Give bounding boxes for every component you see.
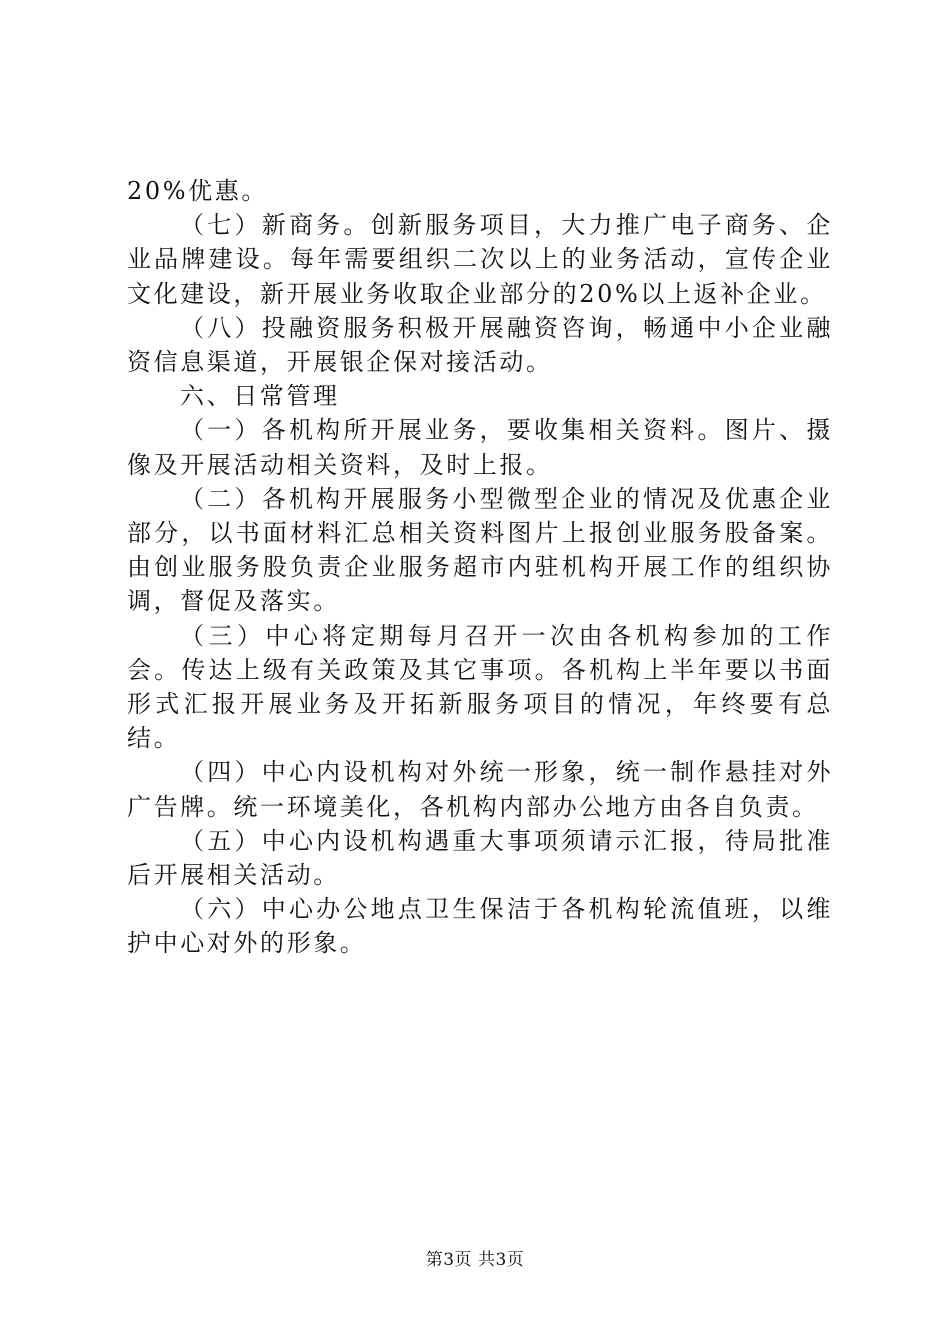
paragraph-item-6: （六）中心办公地点卫生保洁于各机构轮流值班，以维护中心对外的形象。 <box>127 895 833 958</box>
document-body <box>127 174 833 961</box>
paragraph-investment-financing: （八）投融资服务积极开展融资咨询，畅通中小企业融资信息渠道，开展银企保对接活动。 <box>127 313 833 377</box>
paragraph-continuation: 20%优惠。 <box>127 177 268 205</box>
section-heading-daily-management: 六、日常管理 <box>180 382 340 411</box>
paragraph-item-3: （三）中心将定期每月召开一次由各机构参加的工作会。传达上级有关政策及其它事项。各机构上半年要以书面形式汇报开展业务及开拓新服务项目的情况，年终要有总结。 <box>127 621 833 753</box>
paragraph-item-5: （五）中心内设机构遇重大事项须请示汇报，待局批准后开展相关活动。 <box>127 826 833 890</box>
paragraph-new-business: （七）新商务。创新服务项目，大力推广电子商务、企业品牌建设。每年需要组织二次以上的业务活动，宣传企业文化建设，新开展业务收取企业部分的20%以上返补企业。 <box>127 211 833 308</box>
paragraph-item-4: （四）中心内设机构对外统一形象，统一制作悬挂对外广告牌。统一环境美化，各机构内部办公地方由各自负责。 <box>127 758 833 821</box>
paragraph-item-1: （一）各机构所开展业务，要收集相关资料。图片、摄像及开展活动相关资料，及时上报。 <box>127 416 833 479</box>
paragraph-item-2: （二）各机构开展服务小型微型企业的情况及优惠企业部分，以书面材料汇总相关资料图片上报创业服务股备案。由创业服务股负责企业服务超市内驻机构开展工作的组织协调，督促及落实。 <box>127 484 833 616</box>
page-number-footer: 第3页 共3页 <box>425 1250 525 1270</box>
